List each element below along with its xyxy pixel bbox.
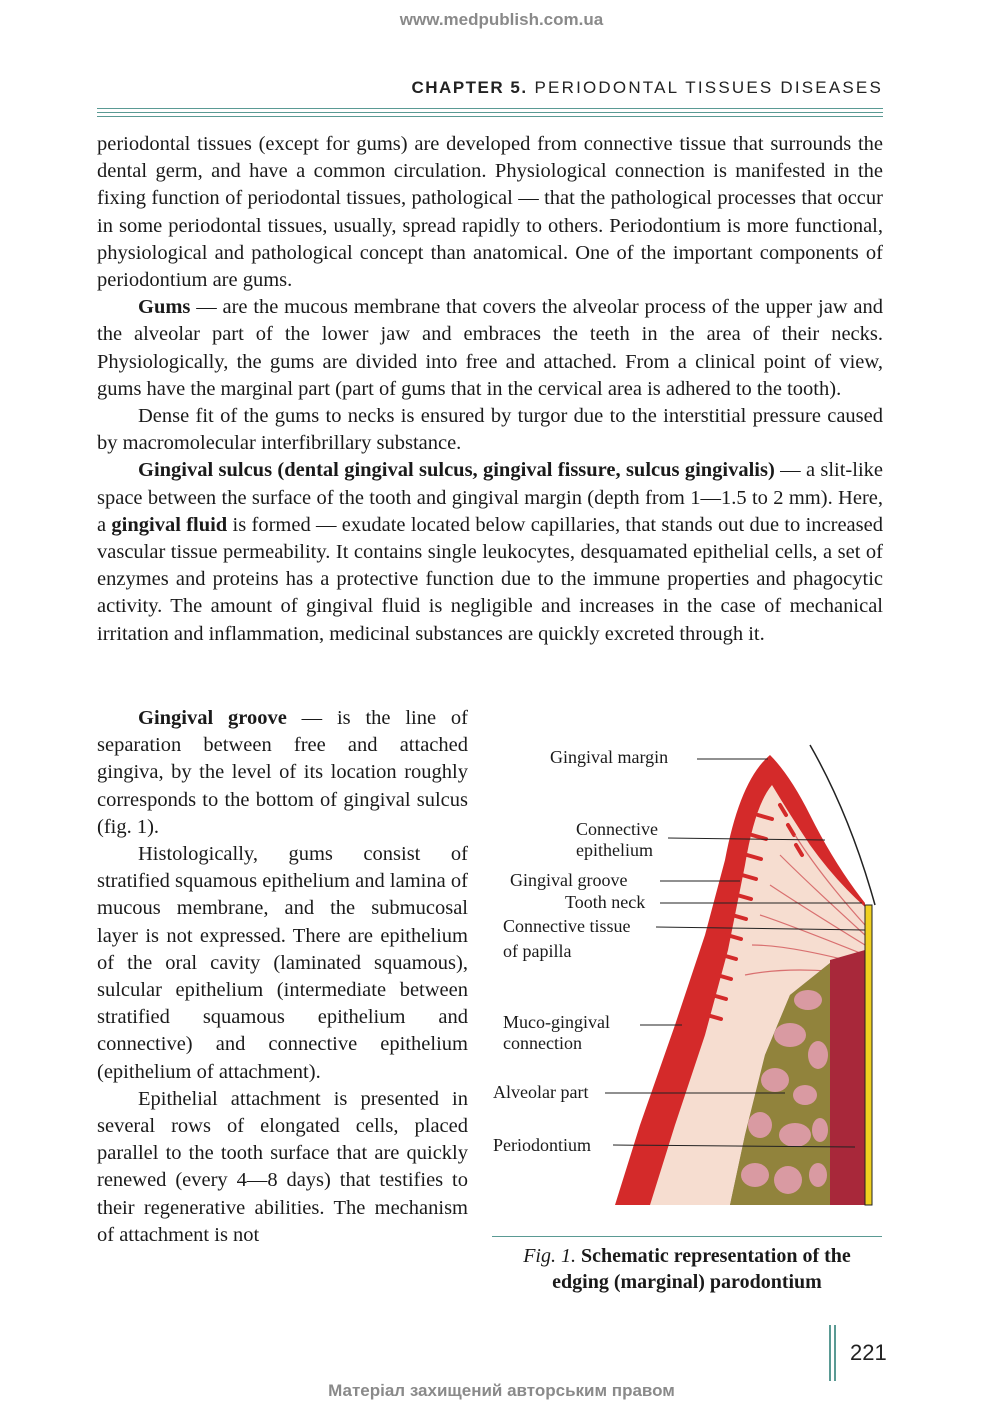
text-run: — a slit-like space between the surface of the tooth and gingival margin (depth from 1—1.5 to 2 mm). Here, a xyxy=(97,459,883,536)
watermark-copyright: Матеріал захищений авторським правом xyxy=(328,1381,675,1400)
tooth-surface xyxy=(865,905,872,1205)
page-bar xyxy=(829,1325,831,1381)
text-run: Epithelial attachment is presented in several rows of elongated cells, placed parallel to the tooth surface that are quickly renewed (every 4—8 days) that testifies to their regenerative abilities. The mechanism of attachment is not xyxy=(97,1087,468,1246)
text-run: periodontal tissues (except for gums) are developed from connective tissue that surrounds the dental germ, and have a common circulation. Physiological connection is manifested in the fixing function of periodontal tissues, pathological — that the pathological processes that occur in some periodontal tissues, usually, spread rapidly to others. Periodontium is more functional, physiological and pathological concept than anatomical. One of the important components of periodontium are gums. xyxy=(97,133,883,292)
caption-fig-number: Fig. 1. xyxy=(523,1245,576,1267)
label-connective-tissue-1: Connective tissue xyxy=(503,916,631,936)
paragraph xyxy=(97,1086,468,1249)
bold-term: Gingival groove xyxy=(138,707,287,729)
caption-line-2: edging (marginal) parodontium xyxy=(552,1271,822,1293)
paragraph xyxy=(97,131,883,294)
paragraph xyxy=(97,841,468,1086)
text-run: — is the line of separation between free and attached gingiva, by the level of its location roughly corresponds to the bottom of gingival sulcus (fig. 1). xyxy=(97,707,468,838)
watermark-url: www.medpublish.com.ua xyxy=(399,10,604,29)
label-connective-1: Connective xyxy=(576,819,658,839)
bold-term: Gums xyxy=(138,296,191,319)
label-muco-gingival-2: connection xyxy=(503,1033,582,1053)
bold-term: gingival fluid xyxy=(111,513,228,536)
column-text xyxy=(97,705,468,1249)
chapter-number: CHAPTER 5. xyxy=(411,78,528,97)
periodontal-ligament xyxy=(830,950,865,1205)
periodontium-diagram xyxy=(490,735,885,1215)
label-connective-tissue-2: of papilla xyxy=(503,941,572,961)
caption-line-1: Schematic representation of the xyxy=(581,1245,851,1267)
figure-rule xyxy=(492,1236,882,1237)
header-rule xyxy=(97,112,883,113)
running-head xyxy=(412,78,884,98)
bold-term: Gingival sulcus (dental gingival sulcus, gingival fissure, sulcus gingivalis) xyxy=(138,459,775,482)
page-bar xyxy=(834,1325,836,1381)
text-run: is formed — exudate located below capillaries, that stands out due to increased vascular tissue permeability. It contains single leukocytes, desquamated epithelial cells, a set of enzymes and proteins has a protective function due to the immune properties and phagocytic activity. The amount of gingival fluid is negligible and increases in the case of mechanical irritation and inflammation, medicinal substances are quickly excreted through it. xyxy=(97,513,883,645)
paragraph xyxy=(97,294,883,403)
label-muco-gingival-1: Muco-gingival xyxy=(503,1012,610,1032)
paragraph xyxy=(97,403,883,457)
body-text xyxy=(97,131,883,648)
figure-caption xyxy=(492,1243,882,1295)
label-connective-2: epithelium xyxy=(576,840,653,860)
label-gingival-groove: Gingival groove xyxy=(510,870,628,890)
paragraph xyxy=(97,705,468,841)
chapter-title: PERIODONTAL TISSUES DISEASES xyxy=(534,78,883,97)
paragraph xyxy=(97,457,883,647)
figure-1 xyxy=(490,735,885,1215)
text-run: Histologically, gums consist of stratified squamous epithelium and lamina of mucous membrane, and the submucosal layer is not expressed. There are epithelium of the oral cavity (laminated squamous), sulcular epithelium (intermediate between stratified squamous epithelium and connective) and connective epithelium (epithelium of attachment). xyxy=(97,843,468,1083)
label-alveolar-part: Alveolar part xyxy=(493,1082,589,1102)
label-tooth-neck: Tooth neck xyxy=(565,892,646,912)
label-periodontium: Periodontium xyxy=(493,1135,591,1155)
page-number: 221 xyxy=(850,1340,887,1365)
header-rule xyxy=(97,108,883,109)
text-run: Dense fit of the gums to necks is ensured by turgor due to the interstitial pressure caused by macromolecular interfibrillary substance. xyxy=(97,405,883,455)
label-gingival-margin: Gingival margin xyxy=(550,747,669,767)
text-run: — are the mucous membrane that covers the alveolar process of the upper jaw and the alveolar part of the lower jaw and embraces the teeth in the area of their necks. Physiologically, the gums are divided into free and attached. From a clinical point of view, gums have the marginal part (part of gums that in the cervical area is adhered to the tooth). xyxy=(97,296,883,400)
header-rule xyxy=(97,116,883,117)
